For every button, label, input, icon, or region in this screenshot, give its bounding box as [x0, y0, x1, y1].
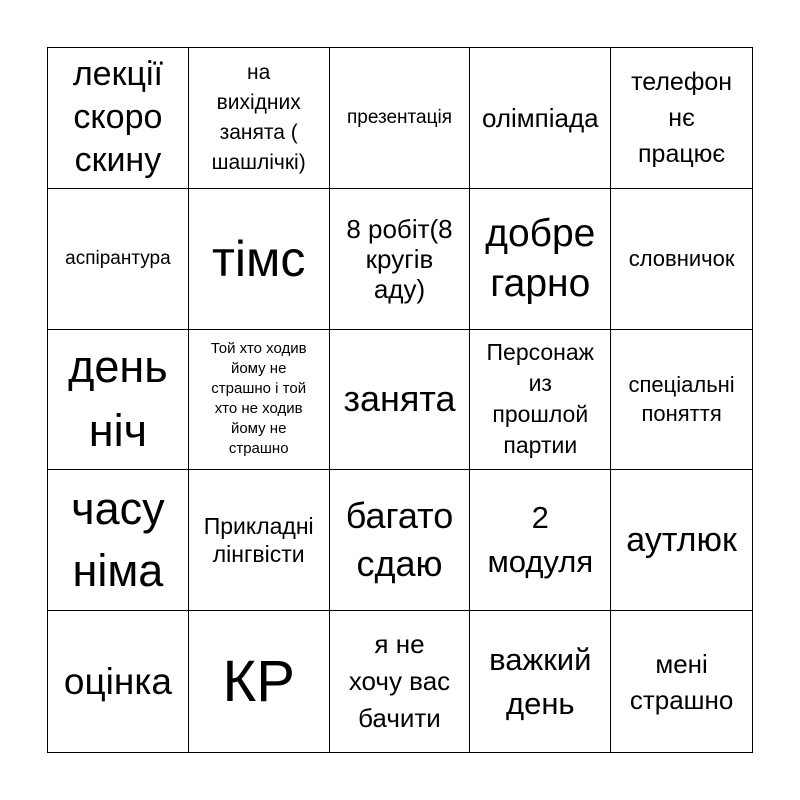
cell-label: телефон нє працює [631, 67, 733, 168]
cell-label: Прикладні лінгвісти [203, 513, 314, 568]
cell-label: важкий день [489, 641, 592, 721]
cell-label: занята [343, 378, 456, 420]
cell-label: олімпіада [481, 102, 599, 133]
cell-label: день ніч [68, 341, 168, 457]
bingo-cell[interactable] [611, 611, 752, 752]
cell-label: на вихідних занята ( шашлічкі) [211, 60, 306, 174]
bingo-cell[interactable] [470, 611, 611, 752]
bingo-cell[interactable] [611, 330, 752, 471]
bingo-cell[interactable] [48, 330, 189, 471]
bingo-board [47, 47, 753, 753]
bingo-cell[interactable] [48, 189, 189, 330]
cell-label: часу німа [71, 483, 165, 597]
bingo-cell[interactable] [330, 330, 471, 471]
bingo-cell[interactable] [189, 470, 330, 611]
cell-label: спеціальні поняття [628, 372, 735, 427]
bingo-cell[interactable] [330, 611, 471, 752]
cell-label: добре гарно [485, 211, 596, 305]
cell-label: багато сдаю [345, 495, 454, 585]
bingo-cell[interactable] [48, 48, 189, 189]
bingo-cell[interactable] [189, 189, 330, 330]
bingo-cell[interactable] [189, 330, 330, 471]
bingo-cell[interactable] [470, 189, 611, 330]
bingo-cell[interactable] [48, 470, 189, 611]
cell-label: лекції скоро скину [72, 55, 163, 180]
cell-label: я не хочу вас бачити [348, 629, 451, 734]
cell-label: аспірантура [65, 247, 171, 269]
cell-label: аутлюк [626, 521, 737, 560]
bingo-cell[interactable] [189, 611, 330, 752]
cell-label: Персонаж из прошлой партии [486, 339, 595, 459]
bingo-cell[interactable] [470, 330, 611, 471]
cell-label: тімс [212, 230, 306, 287]
cell-label: 8 робіт(8 кругів аду) [346, 213, 453, 304]
cell-label: Той хто ходив йому не страшно і той хто не ходив йому не страшно [210, 340, 307, 458]
bingo-cell[interactable] [330, 189, 471, 330]
cell-label: КР [222, 648, 295, 714]
bingo-cell[interactable] [48, 611, 189, 752]
cell-label: мені страшно [629, 648, 734, 715]
bingo-cell[interactable] [470, 48, 611, 189]
bingo-cell[interactable] [611, 189, 752, 330]
cell-label: оцінка [63, 660, 172, 702]
bingo-cell[interactable] [330, 470, 471, 611]
bingo-cell[interactable] [330, 48, 471, 189]
bingo-cell[interactable] [611, 48, 752, 189]
cell-label: презентація [346, 106, 452, 128]
bingo-cell[interactable] [611, 470, 752, 611]
bingo-cell[interactable] [470, 470, 611, 611]
cell-label: 2 модуля [487, 500, 594, 580]
cell-label: словничок [628, 245, 735, 271]
bingo-cell[interactable] [189, 48, 330, 189]
